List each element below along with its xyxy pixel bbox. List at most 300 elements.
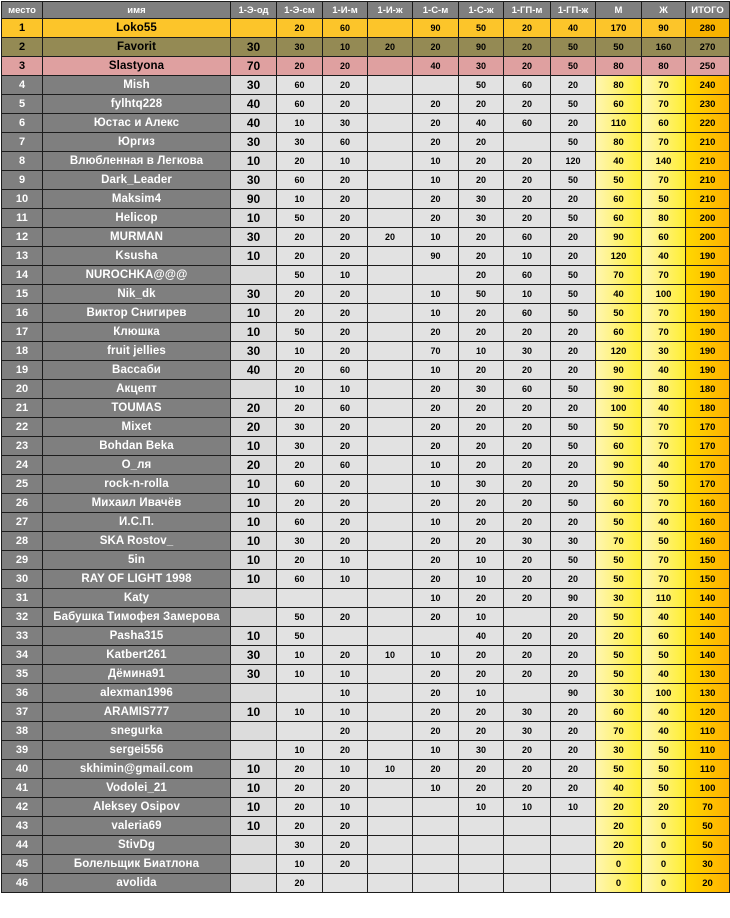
cell-1i-m[interactable]: 20 (323, 646, 368, 665)
cell-name[interactable]: Юстас и Алекс (43, 114, 231, 133)
cell-1s-m[interactable] (413, 627, 459, 646)
cell-1gp-zh[interactable]: 90 (551, 684, 596, 703)
header-1i-m[interactable]: 1-И-м (323, 2, 368, 19)
cell-m-total[interactable]: 40 (596, 285, 642, 304)
cell-zh-total[interactable]: 70 (642, 418, 686, 437)
cell-1i-zh[interactable] (368, 684, 413, 703)
cell-1i-m[interactable]: 10 (323, 551, 368, 570)
table-row[interactable] (2, 95, 730, 114)
cell-m-total[interactable]: 50 (596, 760, 642, 779)
cell-1s-zh[interactable]: 20 (459, 760, 504, 779)
table-row[interactable] (2, 760, 730, 779)
cell-1s-m[interactable] (413, 76, 459, 95)
cell-1s-m[interactable]: 20 (413, 608, 459, 627)
cell-1i-zh[interactable] (368, 608, 413, 627)
header-1s-m[interactable]: 1-С-м (413, 2, 459, 19)
cell-1gp-m[interactable]: 20 (504, 646, 551, 665)
cell-1i-zh[interactable] (368, 798, 413, 817)
table-row[interactable] (2, 57, 730, 76)
cell-1e-od[interactable]: 30 (231, 285, 277, 304)
cell-1gp-zh[interactable]: 20 (551, 114, 596, 133)
cell-place[interactable]: 32 (2, 608, 43, 627)
cell-m-total[interactable]: 70 (596, 532, 642, 551)
table-row[interactable] (2, 608, 730, 627)
table-row[interactable] (2, 798, 730, 817)
cell-grand-total[interactable]: 130 (686, 665, 730, 684)
cell-grand-total[interactable]: 130 (686, 684, 730, 703)
cell-name[interactable]: 5in (43, 551, 231, 570)
cell-1s-m[interactable]: 20 (413, 703, 459, 722)
cell-1gp-zh[interactable]: 20 (551, 627, 596, 646)
cell-m-total[interactable]: 20 (596, 836, 642, 855)
cell-1e-sm[interactable]: 10 (277, 703, 323, 722)
cell-name[interactable]: Дёмина91 (43, 665, 231, 684)
cell-1gp-m[interactable]: 20 (504, 589, 551, 608)
cell-1e-od[interactable]: 30 (231, 228, 277, 247)
cell-grand-total[interactable]: 280 (686, 19, 730, 38)
cell-1i-zh[interactable]: 20 (368, 38, 413, 57)
cell-zh-total[interactable]: 0 (642, 874, 686, 893)
cell-1e-od[interactable] (231, 684, 277, 703)
cell-1i-zh[interactable] (368, 532, 413, 551)
table-row[interactable] (2, 361, 730, 380)
cell-1gp-zh[interactable]: 50 (551, 38, 596, 57)
cell-zh-total[interactable]: 70 (642, 323, 686, 342)
cell-m-total[interactable]: 110 (596, 114, 642, 133)
cell-1s-m[interactable]: 90 (413, 19, 459, 38)
cell-1s-zh[interactable]: 10 (459, 551, 504, 570)
cell-1gp-m[interactable]: 60 (504, 380, 551, 399)
cell-1e-sm[interactable]: 20 (277, 304, 323, 323)
cell-1i-m[interactable]: 60 (323, 399, 368, 418)
cell-1e-sm[interactable]: 10 (277, 342, 323, 361)
cell-1e-sm[interactable]: 30 (277, 836, 323, 855)
cell-1gp-zh[interactable]: 20 (551, 76, 596, 95)
cell-name[interactable]: Болельщик Биатлона (43, 855, 231, 874)
cell-1s-m[interactable]: 20 (413, 570, 459, 589)
cell-zh-total[interactable]: 70 (642, 551, 686, 570)
cell-place[interactable]: 22 (2, 418, 43, 437)
cell-1gp-m[interactable]: 20 (504, 741, 551, 760)
cell-1gp-zh[interactable]: 50 (551, 304, 596, 323)
cell-1i-m[interactable]: 10 (323, 684, 368, 703)
cell-1i-zh[interactable] (368, 342, 413, 361)
cell-zh-total[interactable]: 140 (642, 152, 686, 171)
cell-name[interactable]: Favorit (43, 38, 231, 57)
cell-zh-total[interactable]: 40 (642, 665, 686, 684)
cell-1gp-m[interactable] (504, 874, 551, 893)
cell-1gp-m[interactable]: 20 (504, 513, 551, 532)
table-row[interactable] (2, 475, 730, 494)
cell-1e-sm[interactable]: 10 (277, 646, 323, 665)
cell-1gp-m[interactable] (504, 133, 551, 152)
cell-1i-m[interactable]: 20 (323, 171, 368, 190)
cell-m-total[interactable]: 70 (596, 266, 642, 285)
table-row[interactable] (2, 247, 730, 266)
cell-1gp-m[interactable]: 20 (504, 665, 551, 684)
cell-1gp-zh[interactable] (551, 836, 596, 855)
cell-1gp-zh[interactable]: 20 (551, 323, 596, 342)
cell-1i-zh[interactable] (368, 266, 413, 285)
cell-1s-zh[interactable] (459, 855, 504, 874)
cell-1e-sm[interactable]: 20 (277, 361, 323, 380)
cell-1i-m[interactable]: 20 (323, 95, 368, 114)
header-1e-od[interactable]: 1-Э-од (231, 2, 277, 19)
cell-1i-zh[interactable] (368, 722, 413, 741)
cell-1s-zh[interactable]: 20 (459, 779, 504, 798)
cell-1gp-zh[interactable]: 20 (551, 513, 596, 532)
cell-zh-total[interactable]: 40 (642, 513, 686, 532)
cell-m-total[interactable]: 120 (596, 342, 642, 361)
cell-name[interactable]: NUROCHKA@@@ (43, 266, 231, 285)
cell-1s-m[interactable]: 70 (413, 342, 459, 361)
cell-1gp-m[interactable]: 60 (504, 114, 551, 133)
cell-m-total[interactable]: 90 (596, 228, 642, 247)
cell-place[interactable]: 20 (2, 380, 43, 399)
cell-name[interactable]: О_ля (43, 456, 231, 475)
cell-1s-m[interactable]: 20 (413, 209, 459, 228)
cell-zh-total[interactable]: 80 (642, 57, 686, 76)
table-row[interactable] (2, 76, 730, 95)
cell-m-total[interactable]: 20 (596, 798, 642, 817)
cell-grand-total[interactable]: 210 (686, 152, 730, 171)
cell-zh-total[interactable]: 70 (642, 494, 686, 513)
cell-name[interactable]: Maksim4 (43, 190, 231, 209)
cell-1i-m[interactable]: 60 (323, 456, 368, 475)
cell-1e-sm[interactable]: 60 (277, 95, 323, 114)
cell-grand-total[interactable]: 190 (686, 342, 730, 361)
cell-1gp-m[interactable]: 20 (504, 57, 551, 76)
cell-m-total[interactable]: 60 (596, 95, 642, 114)
cell-m-total[interactable]: 80 (596, 76, 642, 95)
cell-1i-m[interactable] (323, 589, 368, 608)
cell-1e-sm[interactable]: 20 (277, 399, 323, 418)
header-1gp-m[interactable]: 1-ГП-м (504, 2, 551, 19)
cell-1e-sm[interactable]: 30 (277, 532, 323, 551)
table-row[interactable] (2, 551, 730, 570)
header-place[interactable]: место (2, 2, 43, 19)
cell-1e-od[interactable] (231, 380, 277, 399)
cell-grand-total[interactable]: 160 (686, 494, 730, 513)
cell-grand-total[interactable]: 180 (686, 380, 730, 399)
cell-1e-sm[interactable]: 60 (277, 570, 323, 589)
cell-place[interactable]: 46 (2, 874, 43, 893)
cell-1e-sm[interactable]: 10 (277, 190, 323, 209)
cell-place[interactable]: 15 (2, 285, 43, 304)
cell-1i-m[interactable]: 10 (323, 380, 368, 399)
table-row[interactable] (2, 722, 730, 741)
cell-grand-total[interactable]: 190 (686, 304, 730, 323)
cell-1e-od[interactable]: 30 (231, 665, 277, 684)
cell-1e-sm[interactable]: 60 (277, 76, 323, 95)
cell-1gp-zh[interactable]: 50 (551, 95, 596, 114)
cell-1i-m[interactable]: 20 (323, 57, 368, 76)
cell-1gp-m[interactable]: 20 (504, 152, 551, 171)
cell-1e-sm[interactable]: 20 (277, 494, 323, 513)
cell-zh-total[interactable]: 70 (642, 95, 686, 114)
cell-place[interactable]: 24 (2, 456, 43, 475)
cell-place[interactable]: 2 (2, 38, 43, 57)
cell-place[interactable]: 13 (2, 247, 43, 266)
cell-zh-total[interactable]: 80 (642, 380, 686, 399)
cell-name[interactable]: Влюбленная в Легкова (43, 152, 231, 171)
cell-place[interactable]: 3 (2, 57, 43, 76)
cell-name[interactable]: TOUMAS (43, 399, 231, 418)
cell-1e-od[interactable]: 30 (231, 76, 277, 95)
table-row[interactable] (2, 703, 730, 722)
cell-1s-m[interactable]: 10 (413, 228, 459, 247)
header-1gp-zh[interactable]: 1-ГП-ж (551, 2, 596, 19)
cell-1s-m[interactable]: 20 (413, 760, 459, 779)
cell-1e-sm[interactable]: 20 (277, 456, 323, 475)
cell-1e-sm[interactable]: 10 (277, 380, 323, 399)
cell-name[interactable]: Pasha315 (43, 627, 231, 646)
cell-1gp-m[interactable] (504, 855, 551, 874)
cell-1gp-zh[interactable]: 20 (551, 342, 596, 361)
cell-1gp-m[interactable]: 20 (504, 361, 551, 380)
cell-1s-m[interactable]: 10 (413, 646, 459, 665)
cell-1e-sm[interactable]: 10 (277, 665, 323, 684)
cell-m-total[interactable]: 50 (596, 608, 642, 627)
cell-1gp-m[interactable]: 60 (504, 304, 551, 323)
cell-1gp-zh[interactable]: 50 (551, 437, 596, 456)
cell-zh-total[interactable]: 110 (642, 589, 686, 608)
cell-name[interactable]: Slastyona (43, 57, 231, 76)
cell-1i-m[interactable]: 10 (323, 760, 368, 779)
cell-1gp-zh[interactable]: 20 (551, 361, 596, 380)
cell-1i-zh[interactable] (368, 76, 413, 95)
cell-1s-zh[interactable]: 20 (459, 494, 504, 513)
cell-name[interactable]: Mixet (43, 418, 231, 437)
cell-1gp-m[interactable]: 30 (504, 532, 551, 551)
cell-1e-od[interactable]: 70 (231, 57, 277, 76)
cell-1i-zh[interactable] (368, 171, 413, 190)
cell-zh-total[interactable]: 70 (642, 266, 686, 285)
cell-1s-m[interactable] (413, 874, 459, 893)
cell-name[interactable]: Виктор Снигирев (43, 304, 231, 323)
cell-zh-total[interactable]: 100 (642, 684, 686, 703)
cell-1s-zh[interactable]: 40 (459, 114, 504, 133)
cell-1i-zh[interactable] (368, 19, 413, 38)
cell-place[interactable]: 8 (2, 152, 43, 171)
cell-place[interactable]: 30 (2, 570, 43, 589)
cell-place[interactable]: 27 (2, 513, 43, 532)
cell-1i-m[interactable]: 20 (323, 418, 368, 437)
cell-zh-total[interactable]: 40 (642, 399, 686, 418)
cell-1s-m[interactable]: 20 (413, 665, 459, 684)
cell-1e-sm[interactable]: 20 (277, 285, 323, 304)
cell-1s-zh[interactable]: 20 (459, 95, 504, 114)
cell-1i-zh[interactable] (368, 874, 413, 893)
cell-1i-m[interactable]: 20 (323, 228, 368, 247)
cell-grand-total[interactable]: 140 (686, 627, 730, 646)
cell-zh-total[interactable]: 100 (642, 285, 686, 304)
cell-grand-total[interactable]: 150 (686, 570, 730, 589)
table-row[interactable] (2, 665, 730, 684)
cell-1gp-zh[interactable]: 20 (551, 475, 596, 494)
cell-1s-zh[interactable]: 20 (459, 361, 504, 380)
cell-grand-total[interactable]: 220 (686, 114, 730, 133)
cell-1s-zh[interactable]: 20 (459, 665, 504, 684)
cell-1gp-m[interactable]: 20 (504, 323, 551, 342)
cell-1e-od[interactable] (231, 589, 277, 608)
cell-1e-od[interactable] (231, 741, 277, 760)
cell-1s-zh[interactable]: 20 (459, 304, 504, 323)
cell-1i-m[interactable]: 10 (323, 665, 368, 684)
cell-1e-sm[interactable] (277, 684, 323, 703)
cell-1gp-zh[interactable]: 50 (551, 209, 596, 228)
table-row[interactable] (2, 171, 730, 190)
cell-m-total[interactable]: 50 (596, 475, 642, 494)
cell-zh-total[interactable]: 70 (642, 570, 686, 589)
cell-1s-zh[interactable]: 20 (459, 152, 504, 171)
cell-name[interactable]: Вассаби (43, 361, 231, 380)
cell-m-total[interactable]: 90 (596, 380, 642, 399)
cell-m-total[interactable]: 80 (596, 57, 642, 76)
cell-1e-sm[interactable]: 60 (277, 171, 323, 190)
cell-zh-total[interactable]: 20 (642, 798, 686, 817)
cell-zh-total[interactable]: 160 (642, 38, 686, 57)
cell-1s-zh[interactable]: 30 (459, 190, 504, 209)
cell-grand-total[interactable]: 250 (686, 57, 730, 76)
header-zh-total[interactable]: Ж (642, 2, 686, 19)
cell-1i-m[interactable]: 20 (323, 304, 368, 323)
cell-1gp-m[interactable]: 20 (504, 551, 551, 570)
cell-grand-total[interactable]: 210 (686, 171, 730, 190)
cell-1i-zh[interactable]: 20 (368, 228, 413, 247)
cell-1e-od[interactable]: 10 (231, 817, 277, 836)
cell-1e-sm[interactable]: 50 (277, 323, 323, 342)
cell-1e-od[interactable]: 10 (231, 323, 277, 342)
cell-1e-od[interactable]: 40 (231, 95, 277, 114)
cell-1i-m[interactable]: 20 (323, 342, 368, 361)
cell-1i-m[interactable]: 20 (323, 475, 368, 494)
table-row[interactable] (2, 190, 730, 209)
cell-place[interactable]: 12 (2, 228, 43, 247)
cell-zh-total[interactable]: 70 (642, 133, 686, 152)
table-row[interactable] (2, 779, 730, 798)
cell-1e-od[interactable]: 10 (231, 152, 277, 171)
cell-1e-sm[interactable] (277, 589, 323, 608)
cell-1e-od[interactable]: 10 (231, 475, 277, 494)
cell-1s-m[interactable]: 20 (413, 95, 459, 114)
cell-1s-zh[interactable]: 90 (459, 38, 504, 57)
cell-name[interactable]: avolida (43, 874, 231, 893)
cell-1s-zh[interactable]: 30 (459, 209, 504, 228)
table-row[interactable] (2, 304, 730, 323)
cell-1e-od[interactable] (231, 266, 277, 285)
cell-place[interactable]: 35 (2, 665, 43, 684)
cell-1gp-m[interactable]: 20 (504, 627, 551, 646)
cell-1gp-zh[interactable]: 50 (551, 57, 596, 76)
table-row[interactable] (2, 855, 730, 874)
cell-1gp-zh[interactable]: 50 (551, 133, 596, 152)
cell-1i-m[interactable]: 20 (323, 323, 368, 342)
table-row[interactable] (2, 38, 730, 57)
cell-name[interactable]: Loko55 (43, 19, 231, 38)
cell-1gp-zh[interactable] (551, 855, 596, 874)
cell-1e-od[interactable] (231, 874, 277, 893)
cell-1s-zh[interactable]: 30 (459, 380, 504, 399)
cell-1i-m[interactable] (323, 627, 368, 646)
cell-1e-sm[interactable]: 60 (277, 475, 323, 494)
cell-1e-od[interactable]: 30 (231, 38, 277, 57)
cell-place[interactable]: 14 (2, 266, 43, 285)
cell-1s-m[interactable] (413, 836, 459, 855)
table-row[interactable] (2, 209, 730, 228)
cell-zh-total[interactable]: 40 (642, 456, 686, 475)
cell-1gp-m[interactable] (504, 836, 551, 855)
table-row[interactable] (2, 285, 730, 304)
cell-place[interactable]: 7 (2, 133, 43, 152)
cell-1i-m[interactable]: 60 (323, 133, 368, 152)
cell-m-total[interactable]: 70 (596, 722, 642, 741)
table-row[interactable] (2, 266, 730, 285)
cell-1s-zh[interactable]: 10 (459, 342, 504, 361)
cell-1e-od[interactable]: 30 (231, 342, 277, 361)
cell-name[interactable]: fylhtq228 (43, 95, 231, 114)
cell-1s-zh[interactable]: 20 (459, 513, 504, 532)
cell-m-total[interactable]: 50 (596, 171, 642, 190)
cell-m-total[interactable]: 60 (596, 323, 642, 342)
cell-1e-sm[interactable]: 30 (277, 133, 323, 152)
cell-1s-zh[interactable]: 20 (459, 133, 504, 152)
table-row[interactable] (2, 228, 730, 247)
cell-1i-zh[interactable] (368, 380, 413, 399)
cell-place[interactable]: 9 (2, 171, 43, 190)
cell-name[interactable]: Nik_dk (43, 285, 231, 304)
cell-1s-m[interactable] (413, 798, 459, 817)
cell-1i-zh[interactable] (368, 456, 413, 475)
table-row[interactable] (2, 418, 730, 437)
cell-1s-zh[interactable]: 20 (459, 323, 504, 342)
cell-place[interactable]: 39 (2, 741, 43, 760)
cell-m-total[interactable]: 90 (596, 361, 642, 380)
cell-1e-sm[interactable]: 20 (277, 760, 323, 779)
cell-1gp-m[interactable]: 20 (504, 190, 551, 209)
cell-1gp-m[interactable]: 20 (504, 171, 551, 190)
cell-1e-sm[interactable]: 20 (277, 551, 323, 570)
cell-name[interactable]: skhimin@gmail.com (43, 760, 231, 779)
cell-1s-zh[interactable]: 20 (459, 703, 504, 722)
cell-zh-total[interactable]: 0 (642, 817, 686, 836)
cell-1i-m[interactable]: 20 (323, 209, 368, 228)
cell-1s-m[interactable] (413, 855, 459, 874)
cell-1s-m[interactable]: 10 (413, 361, 459, 380)
cell-1e-od[interactable]: 40 (231, 114, 277, 133)
cell-1i-m[interactable]: 20 (323, 836, 368, 855)
cell-1s-m[interactable]: 10 (413, 285, 459, 304)
cell-grand-total[interactable]: 110 (686, 722, 730, 741)
cell-name[interactable]: И.С.П. (43, 513, 231, 532)
cell-1s-zh[interactable]: 50 (459, 76, 504, 95)
cell-1i-zh[interactable]: 10 (368, 760, 413, 779)
cell-1i-zh[interactable] (368, 323, 413, 342)
cell-1i-m[interactable]: 20 (323, 779, 368, 798)
cell-grand-total[interactable]: 50 (686, 817, 730, 836)
cell-m-total[interactable]: 30 (596, 741, 642, 760)
cell-1i-zh[interactable] (368, 494, 413, 513)
cell-1s-m[interactable] (413, 266, 459, 285)
cell-1gp-zh[interactable]: 20 (551, 646, 596, 665)
cell-1s-m[interactable]: 20 (413, 551, 459, 570)
cell-grand-total[interactable]: 210 (686, 133, 730, 152)
cell-1gp-m[interactable]: 10 (504, 247, 551, 266)
cell-1e-od[interactable]: 30 (231, 171, 277, 190)
cell-1gp-zh[interactable]: 40 (551, 19, 596, 38)
cell-1gp-m[interactable]: 30 (504, 722, 551, 741)
table-row[interactable] (2, 456, 730, 475)
